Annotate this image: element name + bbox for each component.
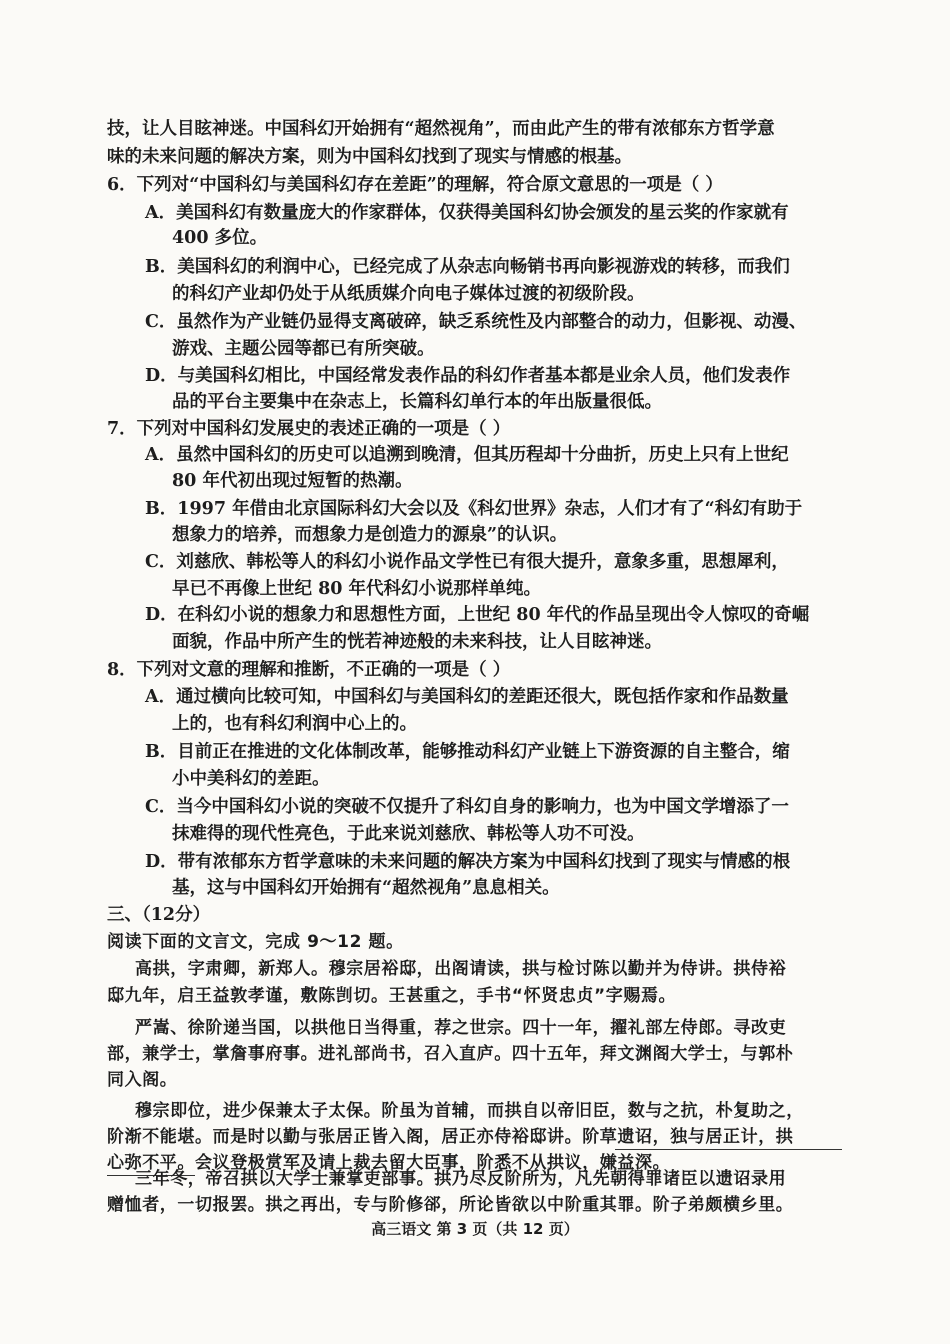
q7-option-a: A．虽然中国科幻的历史可以追溯到晚清，但其历程却十分曲折，历史上只有上世纪 — [145, 445, 789, 465]
q8-option-b-cont: 小中美科幻的差距。 — [172, 769, 330, 789]
q8-option-b: B．目前正在推进的文化体制改革，能够推动科幻产业链上下游资源的自主整合，缩 — [145, 742, 790, 762]
classical-text-line: 同入阁。 — [107, 1070, 178, 1090]
classical-text-line: 赠恤者，一切报罢。拱之再出，专与阶修郤，所论皆欲以中阶重其罪。阶子弟颇横乡里。 — [107, 1195, 794, 1215]
q8-option-c-cont: 抹难得的现代性亮色，于此来说刘慈欣、韩松等人功不可没。 — [172, 824, 645, 844]
q8-option-a: A．通过横向比较可知，中国科幻与美国科幻的差距还很大，既包括作家和作品数量 — [145, 687, 789, 707]
q7-option-c-cont: 早已不再像上世纪 80 年代科幻小说那样单纯。 — [172, 579, 542, 599]
section-3-instruction: 阅读下面的文言文，完成 9～12 题。 — [107, 932, 404, 952]
q8-option-d-cont: 基，这与中国科幻开始拥有“超然视角”息息相关。 — [172, 878, 560, 898]
passage-line: 味的未来问题的解决方案，则为中国科幻找到了现实与情感的根基。 — [107, 147, 632, 167]
q7-option-c: C．刘慈欣、韩松等人的科幻小说作品文学性已有很大提升，意象多重，思想犀利， — [145, 552, 789, 572]
classical-text-plain: 会议登极赏军及请上裁去留大臣事，阶悉不从拱议，嫌益深。 — [195, 1153, 671, 1173]
classical-text-line — [107, 1124, 793, 1150]
page-footer: 高三语文 第 3 页（共 12 页） — [371, 1220, 579, 1238]
classical-text-line: 邸九年，启王益敦孝谨，敷陈剀切。王甚重之，手书“怀贤忠贞”字赐焉。 — [107, 986, 677, 1006]
q7-option-d: D．在科幻小说的想象力和思想性方面，上世纪 80 年代的作品呈现出令人惊叹的奇崛 — [145, 605, 810, 625]
question-6-stem: 6．下列对“中国科幻与美国科幻存在差距”的理解，符合原文意思的一项是（ ） — [107, 175, 723, 195]
q6-option-d: D．与美国科幻相比，中国经常发表作品的科幻作者基本都是业余人员，他们发表作 — [145, 366, 791, 386]
q7-option-d-cont: 面貌，作品中所产生的恍若神迹般的未来科技，让人目眩神迷。 — [172, 632, 662, 652]
question-7-stem: 7．下列对中国科幻发展史的表述正确的一项是（ ） — [107, 419, 511, 439]
q8-option-c: C．当今中国科幻小说的突破不仅提升了科幻自身的影响力，也为中国文学增添了一 — [145, 797, 789, 817]
classical-text-line: 高拱，字肃卿，新郑人。穆宗居裕邸，出阁请读，拱与检讨陈以勤并为侍讲。拱侍裕 — [135, 959, 787, 979]
q6-option-a-cont: 400 多位。 — [172, 228, 268, 248]
q6-option-d-cont: 品的平台主要集中在杂志上，长篇科幻单行本的年出版量很低。 — [172, 392, 662, 412]
underlined-sentence: 阶草遗诏，独与居正计，拱 — [582, 1127, 794, 1147]
underlined-sentence: 心弥不平。 — [107, 1153, 195, 1173]
q6-option-b: B．美国科幻的利润中心，已经完成了从杂志向畅销书再向影视游戏的转移，而我们 — [145, 257, 790, 277]
q6-option-c: C．虽然作为产业链仍显得支离破碎，缺乏系统性及内部整合的动力，但影视、动漫、 — [145, 312, 807, 332]
q7-option-a-cont: 80 年代初出现过短暂的热潮。 — [172, 471, 413, 491]
q6-option-a: A．美国科幻有数量庞大的作家群体，仅获得美国科幻协会颁发的星云奖的作家就有 — [145, 203, 789, 223]
q8-option-d: D．带有浓郁东方哲学意味的未来问题的解决方案为中国科幻找到了现实与情感的根 — [145, 852, 791, 872]
q7-option-b-cont: 想象力的培养，而想象力是创造力的源泉”的认识。 — [172, 525, 568, 545]
classical-text-line: 三年冬，帝召拱以大学士兼掌吏部事。拱乃尽反阶所为，凡先朝得罪诸臣以遗诏录用 — [135, 1169, 787, 1189]
section-3-heading: 三、（12分） — [107, 905, 211, 925]
classical-text-plain: 阶渐不能堪。而是时以勤与张居正皆入阁，居正亦侍裕邸讲。 — [107, 1127, 583, 1147]
q8-option-a-cont: 上的，也有科幻利润中心上的。 — [172, 714, 417, 734]
q7-option-b: B．1997 年借由北京国际科幻大会以及《科幻世界》杂志，人们才有了“科幻有助于 — [145, 499, 803, 519]
question-8-stem: 8．下列对文意的理解和推断，不正确的一项是（ ） — [107, 660, 511, 680]
classical-text-line: 穆宗即位，进少保兼太子太保。阶虽为首辅，而拱自以帝旧臣，数与之抗，朴复助之， — [135, 1101, 804, 1121]
q6-option-b-cont: 的科幻产业却仍处于从纸质媒介向电子媒体过渡的初级阶段。 — [172, 284, 645, 304]
classical-text-line: 严嵩、徐阶递当国，以拱他日当得重，荐之世宗。四十一年，擢礼部左侍郎。寻改吏 — [135, 1018, 787, 1038]
passage-line: 技，让人目眩神迷。中国科幻开始拥有“超然视角”，而由此产生的带有浓郁东方哲学意 — [107, 119, 775, 139]
classical-text-line: 部，兼学士，掌詹事府事。进礼部尚书，召入直庐。四十五年，拜文渊阁大学士，与郭朴 — [107, 1044, 794, 1064]
q6-option-c-cont: 游戏、主题公园等都已有所突破。 — [172, 339, 435, 359]
